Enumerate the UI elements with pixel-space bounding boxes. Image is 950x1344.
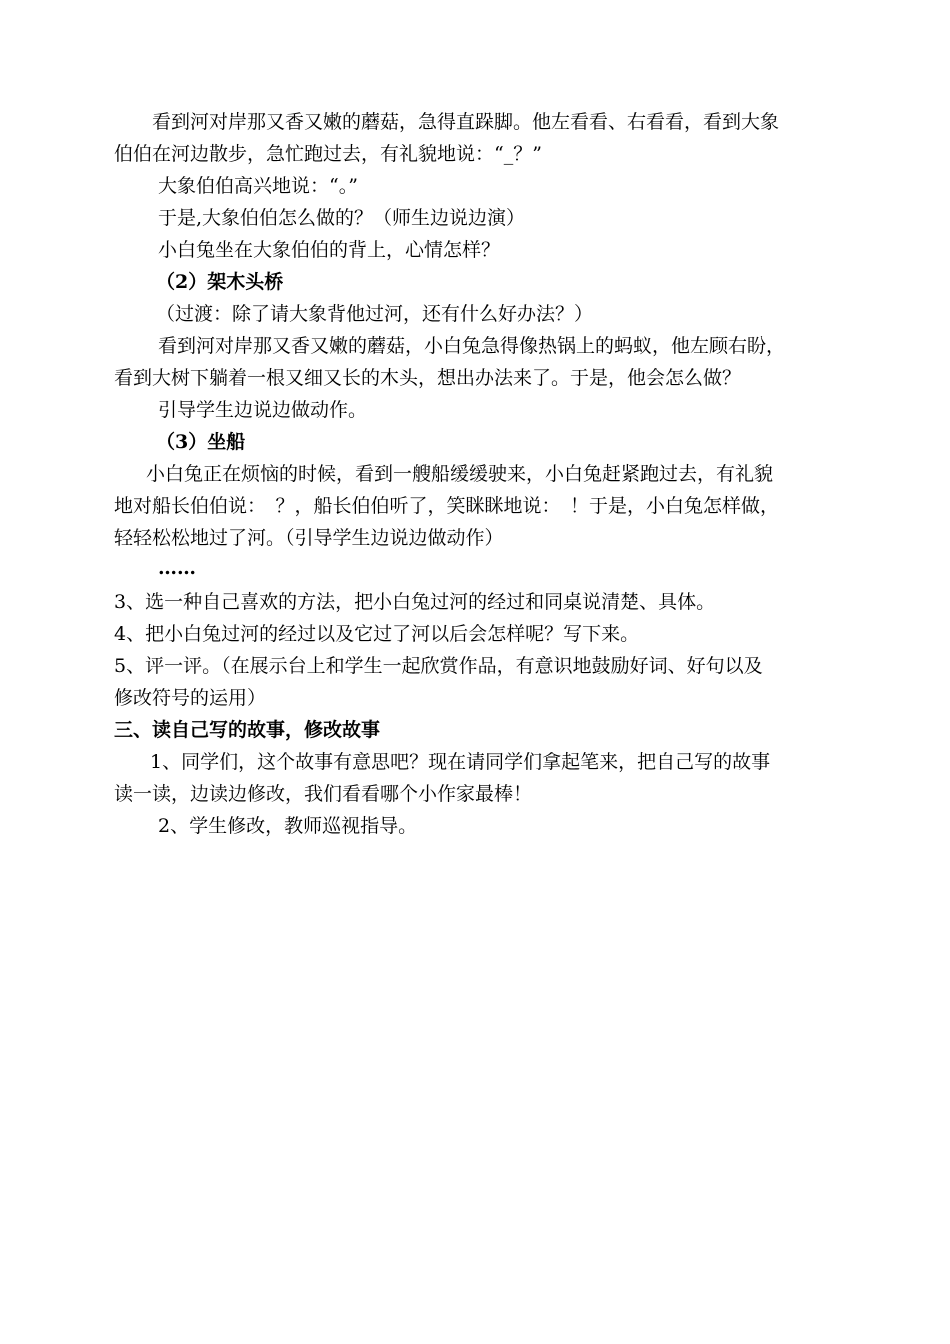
paragraph-line: 大象伯伯高兴地说：“。” (158, 175, 358, 197)
paragraph-line: 3、选一种自己喜欢的方法，把小白兔过河的经过和同桌说清楚、具体。 (114, 591, 716, 613)
section-heading: （2）架木头桥 (156, 271, 284, 293)
paragraph-line: 读一读，边读边修改，我们看看哪个小作家最棒！ (114, 783, 533, 805)
paragraph-line: 看到河对岸那又香又嫩的蘑菇，小白兔急得像热锅上的蚂蚁，他左顾右盼， (158, 335, 786, 357)
paragraph-line: 于是,大象伯伯怎么做的？（师生边说边演） (158, 207, 526, 229)
paragraph-line: 小白兔正在烦恼的时候，看到一艘船缓缓驶来，小白兔赶紧跑过去，有礼貌 (146, 463, 774, 485)
paragraph-line: 轻轻松松地过了河。（引导学生边说边做动作） (114, 527, 504, 549)
paragraph-line: 5、评一评。（在展示台上和学生一起欣赏作品，有意识地鼓励好词、好句以及 (114, 655, 763, 677)
paragraph-line: 修改符号的运用） (114, 687, 267, 709)
section-heading: （3）坐船 (156, 431, 246, 453)
paragraph-line: 地对船长伯伯说： ？，船长伯伯听了，笑眯眯地说： ！于是，小白兔怎样做， (114, 495, 780, 517)
paragraph-line: 1、同学们，这个故事有意思吧？现在请同学们拿起笔来，把自己写的故事 (150, 751, 771, 773)
ellipsis-line: …… (158, 557, 196, 579)
paragraph-line: 引导学生边说边做动作。 (158, 399, 368, 421)
paragraph-line: 伯伯在河边散步，急忙跑过去，有礼貌地说：“_？” (114, 143, 542, 165)
paragraph-line: 看到河对岸那又香又嫩的蘑菇，急得直跺脚。他左看看、右看看，看到大象 (152, 111, 780, 133)
paragraph-line: 看到大树下躺着一根又细又长的木头，想出办法来了。于是，他会怎么做？ (114, 367, 742, 389)
paragraph-line: 4、把小白兔过河的经过以及它过了河以后会怎样呢？写下来。 (114, 623, 640, 645)
paragraph-line: 2、学生修改，教师巡视指导。 (158, 815, 418, 837)
paragraph-line: （过渡：除了请大象背他过河，还有什么好办法？） (156, 303, 594, 325)
paragraph-line: 小白兔坐在大象伯伯的背上，心情怎样？ (158, 239, 501, 261)
section-heading: 三、读自己写的故事，修改故事 (114, 719, 381, 741)
